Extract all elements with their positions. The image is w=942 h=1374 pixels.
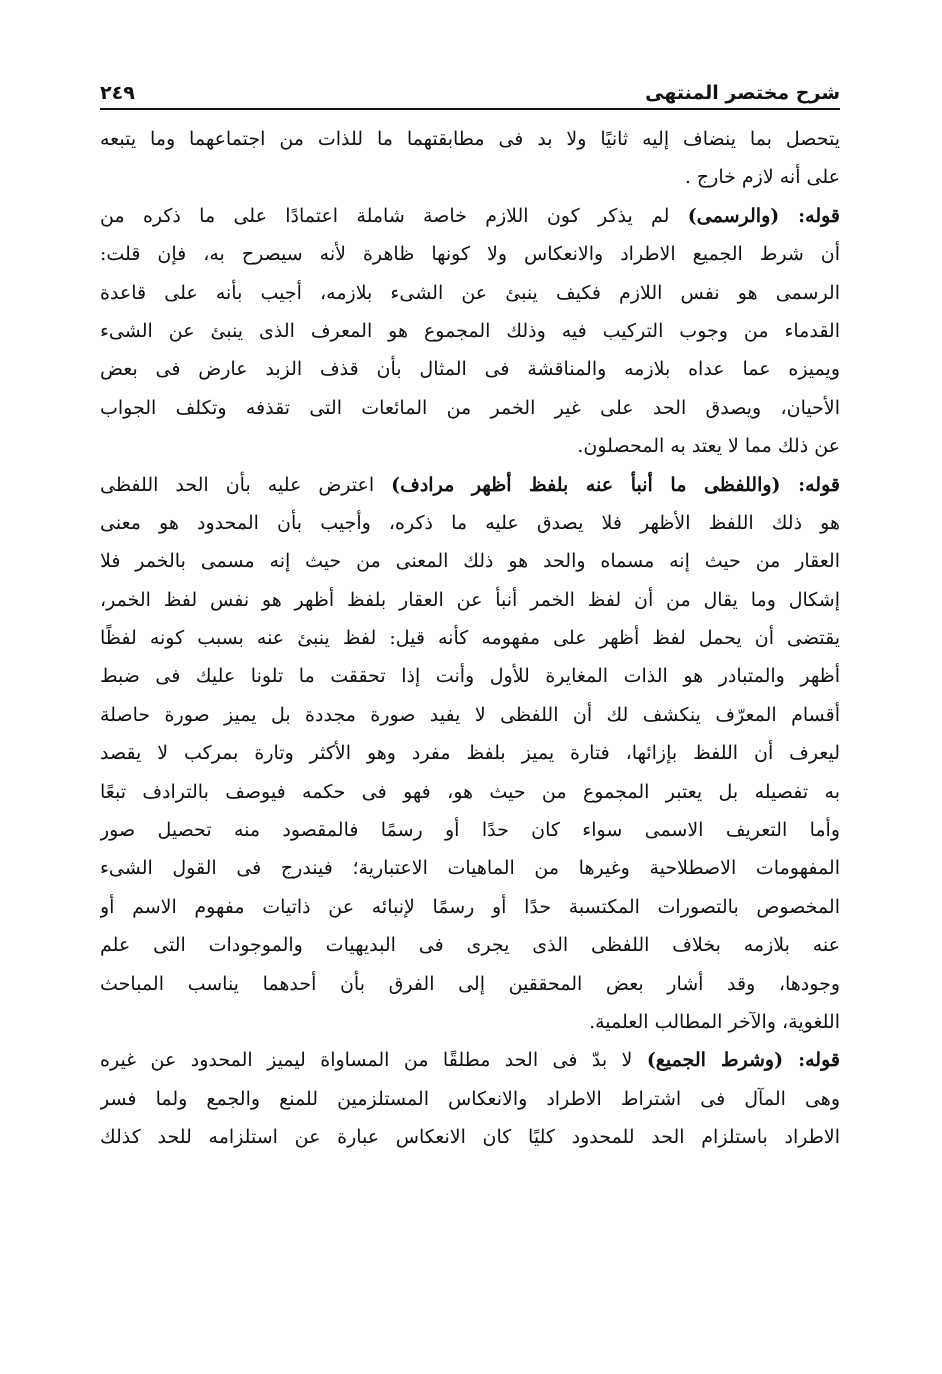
line-text: اعترض عليه بأن الحد اللفظى bbox=[100, 473, 375, 496]
line-text: وأما التعريف الاسمى سواء كان حدًا أو رسمًا فالمقصود منه تحصيل صور bbox=[100, 819, 840, 842]
text-line bbox=[100, 888, 840, 926]
page-number: ٢٤٩ bbox=[100, 82, 135, 104]
text-line bbox=[100, 427, 840, 465]
line-text: المخصوص بالتصورات المكتسبة حدًا أو رسمًا لإنبائه عن ذاتيات مفهوم الاسم أو bbox=[100, 895, 840, 918]
line-text: القدماء من وجوب التركيب فيه وذلك المجموع هو المعرف الذى ينبئ عن الشىء bbox=[100, 319, 840, 342]
text-line bbox=[100, 158, 840, 196]
line-text: الاطراد باستلزام الحد للمحدود كليًا كان الانعكاس عبارة عن استلزامه للحد كذلك bbox=[100, 1126, 840, 1149]
text-line bbox=[100, 350, 840, 388]
text-line bbox=[100, 504, 840, 542]
line-text: أظهر والمتبادر هو الذات المغايرة للأول وأنت إذا تحققت ما تلونا عليك فى ضبط bbox=[100, 665, 840, 688]
text-line bbox=[100, 542, 840, 580]
text-line bbox=[100, 120, 840, 158]
text-line bbox=[100, 1118, 840, 1156]
line-text: يقتضى أن يحمل لفظ أظهر على مفهومه كأنه قيل: لفظ ينبئ عنه بسبب كونه لفظًا bbox=[100, 627, 840, 650]
text-line bbox=[100, 389, 840, 427]
commentary-lead: قوله: (واللفظى ما أنبأ عنه بلفظ أظهر مرادف) bbox=[391, 473, 840, 496]
text-line bbox=[100, 696, 840, 734]
line-text: يتحصل بما ينضاف إليه ثانيًا ولا بد فى مطابقتهما ما للذات من اجتماعهما وما يتبعه bbox=[100, 128, 840, 150]
line-text: ويميزه عما عداه بلازمه والمناقشة فى المثال بأن قذف الزبد عارض فى بعض bbox=[100, 358, 840, 381]
header-rule bbox=[100, 108, 840, 110]
running-title: شرح مختصر المنتهى bbox=[645, 82, 840, 104]
text-line bbox=[100, 312, 840, 350]
text-line bbox=[100, 235, 840, 273]
text-line bbox=[100, 965, 840, 1003]
line-text: لا بدّ فى الحد مطلقًا من المساواة ليميز المحدود عن غيره bbox=[100, 1049, 633, 1072]
text-line bbox=[100, 1003, 840, 1041]
line-text: عن ذلك مما لا يعتد به المحصلون. bbox=[577, 435, 840, 458]
line-text: لم يذكر كون اللازم خاصة شاملة اعتمادًا على ما ذكره من bbox=[100, 204, 670, 227]
text-line bbox=[100, 849, 840, 887]
text-line bbox=[100, 581, 840, 619]
text-line bbox=[100, 773, 840, 811]
line-text: وهى المآل فى اشتراط الاطراد والانعكاس المستلزمين للمنع والجمع ولما فسر bbox=[100, 1087, 840, 1110]
line-text: أقسام المعرّف ينكشف لك أن اللفظى لا يفيد صورة مجددة بل يميز صورة حاصلة bbox=[100, 703, 840, 726]
commentary-lead: قوله: (وشرط الجميع) bbox=[646, 1049, 840, 1072]
line-text: عنه بلازمه بخلاف اللفظى الذى يجرى فى البديهيات والموجودات التى علم bbox=[100, 934, 840, 957]
text-line bbox=[100, 734, 840, 772]
line-text: اللغوية، والآخر المطالب العلمية. bbox=[589, 1010, 840, 1033]
line-text: أن شرط الجميع الاطراد والانعكاس ولا كونها ظاهرة لأنه سيصرح به، فإن قلت: bbox=[100, 243, 840, 266]
body-text bbox=[100, 120, 840, 1157]
line-text: وجودها، وقد أشار بعض المحققين إلى الفرق بأن أحدهما يناسب المباحث bbox=[100, 972, 840, 995]
page-header bbox=[100, 74, 840, 104]
line-text: ليعرف أن اللفظ بإزائها، فتارة يميز بلفظ مفرد وهو الأكثر وتارة بمركب لا يقصد bbox=[100, 742, 840, 765]
line-text: به تفصيله بل يعتبر المجموع من حيث هو، فهو فى حكمه فيوصف بالترادف تبعًا bbox=[100, 780, 840, 803]
text-line bbox=[100, 1080, 840, 1118]
line-text: هو ذلك اللفظ الأظهر فلا يصدق عليه ما ذكره، وأجيب بأن المحدود هو معنى bbox=[100, 511, 840, 534]
text-line bbox=[100, 657, 840, 695]
text-line bbox=[100, 811, 840, 849]
text-line bbox=[100, 619, 840, 657]
text-line bbox=[100, 926, 840, 964]
commentary-lead: قوله: (والرسمى) bbox=[687, 204, 840, 227]
line-text: المفهومات الاصطلاحية وغيرها من الماهيات الاعتبارية؛ فيندرج فى القول الشىء bbox=[100, 857, 840, 880]
line-text: الرسمى هو نفس اللازم فكيف ينبئ عن الشىء بلازمه، أجيب بأنه على قاعدة bbox=[100, 281, 840, 304]
line-text: على أنه لازم خارج . bbox=[684, 166, 840, 189]
line-text: الأحيان، ويصدق الحد على غير الخمر من المائعات التى تقذفه وتكلف الجواب bbox=[100, 396, 840, 419]
text-line bbox=[100, 466, 840, 504]
line-text: العقار من حيث إنه مسماه والحد هو ذلك المعنى من حيث إنه مسمى بالخمر فلا bbox=[100, 550, 840, 573]
text-line bbox=[100, 197, 840, 235]
text-line bbox=[100, 1041, 840, 1079]
text-line bbox=[100, 274, 840, 312]
line-text: إشكال وما يقال من أن لفظ الخمر أنبأ عن العقار بلفظ أظهر هو نفس لفظ الخمر، bbox=[100, 588, 840, 611]
